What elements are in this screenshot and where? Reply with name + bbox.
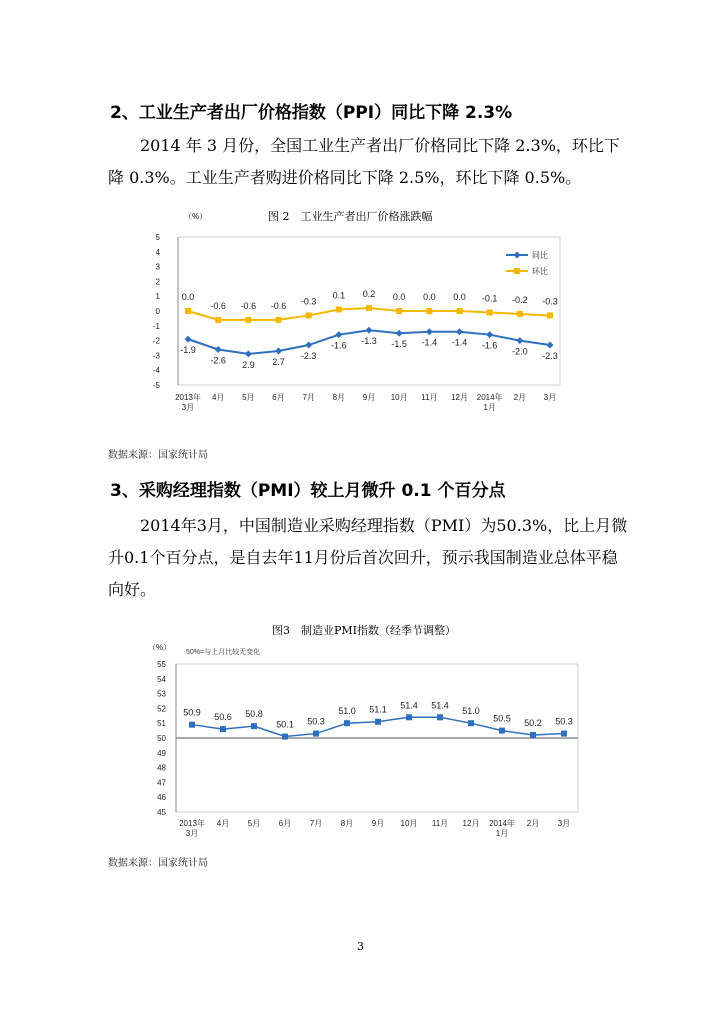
baseline-note: 50%=与上月比较无变化 xyxy=(186,649,261,656)
y-tick-label-7: -2 xyxy=(152,336,160,346)
x-tick-label-1: 4月 xyxy=(216,819,230,828)
data-label-0-10: -1.6 xyxy=(481,340,498,351)
data-label-0-7: -1.5 xyxy=(391,339,407,350)
x-tick-label-1: 4月 xyxy=(211,393,225,402)
page-number: 3 xyxy=(357,940,364,953)
section-heading-ppi: 2、工业生产者出厂价格指数（PPI）同比下降 2.3% xyxy=(110,103,513,123)
pmi-point-11 xyxy=(530,732,536,738)
data-label-0-3: 2.7 xyxy=(272,356,285,367)
data-label-1-8: 0.0 xyxy=(423,292,436,302)
x-tick-label-6: 9月 xyxy=(362,393,376,402)
series-point-1-6 xyxy=(366,305,372,311)
x-tick-label-11: 2月 xyxy=(526,819,540,828)
data-label-1-0: 0.0 xyxy=(181,292,195,302)
pmi-data-label-12: 50.3 xyxy=(555,716,573,727)
pmi-point-0 xyxy=(189,722,195,728)
series-point-1-10 xyxy=(487,309,493,315)
series-point-1-5 xyxy=(336,307,342,313)
pmi-data-label-8: 51.4 xyxy=(431,700,449,711)
series-point-0-5 xyxy=(335,331,342,338)
y-tick-label-2: 53 xyxy=(157,689,166,699)
data-label-0-6: -1.3 xyxy=(361,336,377,347)
x-tick-label-7: 10月 xyxy=(400,819,418,828)
data-label-0-2: 2.9 xyxy=(242,359,255,370)
series-point-1-8 xyxy=(426,308,432,314)
x-tick-label-0-line2: 3月 xyxy=(181,403,195,412)
paragraph-ppi: 2014 年 3 月份，全国工业生产者出厂价格同比下降 2.3%，环比下降 0.3%。工业生产者购进价格同比下降 2.5%，环比下降 0.5%。 xyxy=(108,136,620,187)
x-tick-label-5: 8月 xyxy=(332,393,346,402)
x-tick-label-4: 7月 xyxy=(302,393,315,402)
y-tick-label-4: 51 xyxy=(157,719,166,729)
y-tick-label-1: 4 xyxy=(155,247,160,257)
pmi-data-label-4: 50.3 xyxy=(307,716,325,727)
legend-label-0: 同比 xyxy=(532,251,548,260)
x-tick-label-0-line2: 3月 xyxy=(185,829,199,838)
series-point-0-11 xyxy=(516,337,523,344)
data-label-1-3: -0.6 xyxy=(270,300,287,311)
series-point-1-11 xyxy=(517,311,523,317)
pmi-point-4 xyxy=(313,731,319,737)
data-label-1-5: 0.1 xyxy=(332,290,346,301)
y-tick-label-9: -4 xyxy=(152,366,160,376)
pmi-data-label-0: 50.9 xyxy=(183,707,201,718)
series-point-0-4 xyxy=(305,342,312,349)
x-tick-label-7: 10月 xyxy=(390,393,408,402)
series-point-1-3 xyxy=(276,317,282,323)
data-label-1-11: -0.2 xyxy=(512,294,528,305)
y-tick-label-6: 49 xyxy=(157,748,166,758)
x-tick-label-10-line2: 1月 xyxy=(495,829,509,838)
y-tick-label-8: 47 xyxy=(157,778,166,788)
data-label-1-9: 0.0 xyxy=(453,292,466,302)
pmi-point-1 xyxy=(220,726,226,732)
x-tick-label-0: 2013年 xyxy=(175,393,201,402)
series-point-1-7 xyxy=(396,308,402,314)
x-tick-label-9: 12月 xyxy=(462,819,480,828)
x-tick-label-9: 12月 xyxy=(451,393,468,402)
y-tick-label-9: 46 xyxy=(157,793,166,803)
data-label-0-4: -2.3 xyxy=(300,351,317,362)
y-tick-label-8: -3 xyxy=(152,351,160,361)
pmi-point-5 xyxy=(344,720,350,726)
pmi-data-label-7: 51.4 xyxy=(400,700,418,711)
y-tick-label-5: 50 xyxy=(157,734,166,743)
pmi-data-label-10: 50.5 xyxy=(493,713,511,724)
section-heading-pmi: 3、采购经理指数（PMI）较上月微升 0.1 个百分点 xyxy=(110,481,506,501)
x-tick-label-3: 6月 xyxy=(272,393,285,402)
x-tick-label-2: 5月 xyxy=(242,393,255,402)
y-tick-label-3: 52 xyxy=(157,704,166,714)
series-point-1-9 xyxy=(457,308,463,314)
x-tick-label-10-line2: 1月 xyxy=(483,403,496,412)
pmi-point-7 xyxy=(406,714,412,720)
y-tick-label-3: 2 xyxy=(155,277,160,287)
data-label-0-9: -1.4 xyxy=(451,337,468,348)
series-point-0-1 xyxy=(215,346,222,353)
x-tick-label-0: 2013年 xyxy=(179,819,205,828)
pmi-data-label-3: 50.1 xyxy=(276,719,294,730)
pmi-data-label-1: 50.6 xyxy=(214,712,232,723)
data-label-0-12: -2.3 xyxy=(542,351,558,362)
series-point-1-4 xyxy=(306,312,312,318)
data-label-0-1: -2.6 xyxy=(210,355,226,366)
pmi-line-chart xyxy=(140,640,590,845)
pmi-data-label-11: 50.2 xyxy=(524,718,542,729)
pmi-data-label-2: 50.8 xyxy=(245,709,263,720)
series-point-0-7 xyxy=(396,330,403,337)
pmi-data-label-6: 51.1 xyxy=(369,704,387,715)
y-tick-label-4: 1 xyxy=(155,292,160,302)
x-tick-label-3: 6月 xyxy=(278,819,292,828)
data-label-1-10: -0.1 xyxy=(481,293,498,304)
pmi-point-6 xyxy=(375,719,381,725)
y-axis-unit-label: （%） xyxy=(148,643,172,652)
x-tick-label-8: 11月 xyxy=(431,819,449,828)
series-point-1-0 xyxy=(185,308,191,314)
y-tick-label-1: 54 xyxy=(157,674,166,684)
data-source-pmi: 数据来源：国家统计局 xyxy=(108,858,208,869)
x-tick-label-10: 2014年 xyxy=(489,819,515,828)
y-axis-unit-label: （%） xyxy=(184,212,208,221)
data-source-ppi: 数据来源：国家统计局 xyxy=(108,450,208,461)
figure-caption-ppi: 图 2 工业生产者出厂价格涨跌幅 xyxy=(268,210,433,223)
data-label-0-5: -1.6 xyxy=(331,340,347,351)
pmi-point-2 xyxy=(251,723,257,729)
pmi-data-label-9: 51.0 xyxy=(462,706,480,717)
pmi-point-9 xyxy=(468,720,474,726)
data-label-1-7: 0.0 xyxy=(392,292,406,302)
y-tick-label-10: -5 xyxy=(152,381,160,390)
series-point-0-6 xyxy=(366,327,373,334)
series-point-1-12 xyxy=(547,312,553,318)
y-tick-label-7: 48 xyxy=(157,763,166,773)
pmi-point-8 xyxy=(437,714,443,720)
x-tick-label-6: 9月 xyxy=(371,819,385,828)
x-tick-label-8: 11月 xyxy=(421,393,438,402)
x-tick-label-11: 2月 xyxy=(513,393,527,402)
y-tick-label-0: 5 xyxy=(155,233,160,242)
data-label-1-1: -0.6 xyxy=(210,300,226,311)
y-tick-label-10: 45 xyxy=(157,808,166,817)
data-label-0-11: -2.0 xyxy=(512,346,528,357)
data-label-1-6: 0.2 xyxy=(362,289,376,300)
data-label-0-0: -1.9 xyxy=(180,345,196,356)
series-point-0-3 xyxy=(275,347,282,354)
series-point-0-12 xyxy=(547,342,554,349)
series-point-0-0 xyxy=(185,336,192,343)
pmi-point-10 xyxy=(499,728,505,734)
series-point-0-9 xyxy=(456,328,463,335)
legend-marker-0 xyxy=(514,252,521,259)
y-tick-label-5: 0 xyxy=(155,307,160,316)
x-tick-label-12: 3月 xyxy=(543,393,557,402)
y-tick-label-2: 3 xyxy=(155,262,160,272)
series-point-0-10 xyxy=(486,331,493,338)
series-point-0-8 xyxy=(426,328,433,335)
pmi-data-label-5: 51.0 xyxy=(338,706,356,717)
x-tick-label-5: 8月 xyxy=(340,819,354,828)
x-tick-label-4: 7月 xyxy=(309,819,323,828)
paragraph-pmi: 2014年3月，中国制造业采购经理指数（PMI）为50.3%，比上月微升0.1个百分点，是自去年11月份后首次回升，预示我国制造业总体平稳向好。 xyxy=(108,516,628,599)
figure-caption-pmi: 图3 制造业PMI指数（经季节调整） xyxy=(272,624,457,637)
ppi-line-chart xyxy=(140,205,580,420)
x-tick-label-10: 2014年 xyxy=(476,393,503,402)
x-tick-label-12: 3月 xyxy=(557,819,571,828)
y-tick-label-6: -1 xyxy=(152,321,160,331)
data-label-1-4: -0.3 xyxy=(300,296,317,307)
legend-label-1: 环比 xyxy=(532,267,548,276)
y-tick-label-0: 55 xyxy=(157,660,166,669)
pmi-point-3 xyxy=(282,734,288,740)
series-point-1-1 xyxy=(215,317,221,323)
x-tick-label-2: 5月 xyxy=(247,819,261,828)
series-point-1-2 xyxy=(245,317,251,323)
pmi-point-12 xyxy=(561,731,567,737)
data-label-0-8: -1.4 xyxy=(421,337,438,348)
series-point-0-2 xyxy=(245,350,252,357)
legend-marker-1 xyxy=(514,268,520,274)
data-label-1-12: -0.3 xyxy=(542,296,558,307)
data-label-1-2: -0.6 xyxy=(240,300,257,311)
